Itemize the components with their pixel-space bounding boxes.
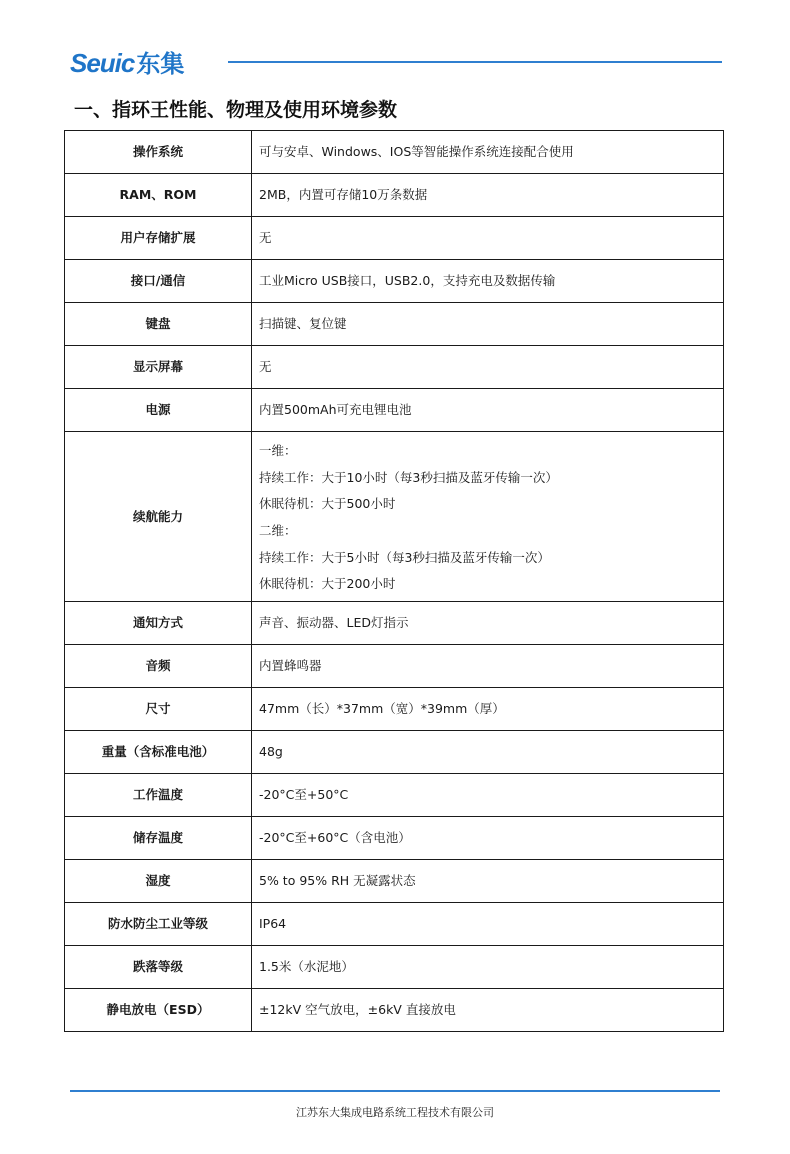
table-row	[65, 174, 724, 217]
table-row	[65, 645, 724, 688]
logo-latin-text: Seuic	[70, 48, 135, 78]
spec-label: 湿度	[65, 860, 252, 903]
spec-value: -20°C至+50°C	[252, 774, 724, 817]
spec-value: 内置500mAh可充电锂电池	[252, 389, 724, 432]
table-row	[65, 260, 724, 303]
table-row	[65, 131, 724, 174]
battery-line: 休眠待机：大于500小时	[259, 496, 396, 512]
spec-label: 音频	[65, 645, 252, 688]
table-row	[65, 903, 724, 946]
table-row	[65, 989, 724, 1032]
table-row	[65, 432, 724, 602]
spec-label: 用户存储扩展	[65, 217, 252, 260]
table-row	[65, 731, 724, 774]
battery-line: 休眠待机：大于200小时	[259, 576, 396, 592]
spec-value: 声音、振动器、LED灯指示	[252, 602, 724, 645]
table-row	[65, 817, 724, 860]
table-row	[65, 602, 724, 645]
spec-value: IP64	[252, 903, 724, 946]
table-row	[65, 688, 724, 731]
spec-label: 跌落等级	[65, 946, 252, 989]
spec-label: 续航能力	[65, 432, 252, 602]
table-row	[65, 774, 724, 817]
page-header	[70, 44, 722, 84]
spec-label: 电源	[65, 389, 252, 432]
spec-label: 显示屏幕	[65, 346, 252, 389]
spec-value: 扫描键、复位键	[252, 303, 724, 346]
spec-label: 通知方式	[65, 602, 252, 645]
battery-line: 一维：	[259, 443, 297, 458]
spec-label: 尺寸	[65, 688, 252, 731]
table-row	[65, 346, 724, 389]
header-divider	[228, 61, 722, 63]
battery-line: 二维：	[259, 523, 297, 539]
spec-value: ±12kV 空气放电，±6kV 直接放电	[252, 989, 724, 1032]
spec-value: 5% to 95% RH 无凝露状态	[252, 860, 724, 903]
spec-label: 防水防尘工业等级	[65, 903, 252, 946]
battery-line: 持续工作：大于10小时（每3秒扫描及蓝牙传输一次）	[259, 469, 558, 485]
spec-value: 47mm（长）*37mm（宽）*39mm（厚）	[252, 688, 724, 731]
table-row	[65, 217, 724, 260]
spec-value: 工业Micro USB接口，USB2.0，支持充电及数据传输	[252, 260, 724, 303]
section-title: 一、指环王性能、物理及使用环境参数	[74, 99, 398, 121]
spec-value-multiline	[252, 432, 724, 602]
spec-label: 储存温度	[65, 817, 252, 860]
battery-line: 持续工作：大于5小时（每3秒扫描及蓝牙传输一次）	[259, 549, 550, 565]
spec-value: 无	[252, 217, 724, 260]
table-row	[65, 303, 724, 346]
table-row	[65, 389, 724, 432]
spec-value: 无	[252, 346, 724, 389]
company-logo	[70, 44, 184, 79]
table-row	[65, 860, 724, 903]
spec-label: 接口/通信	[65, 260, 252, 303]
footer-divider	[70, 1090, 720, 1092]
spec-label: 静电放电（ESD）	[65, 989, 252, 1032]
spec-table	[64, 130, 724, 1032]
spec-value: 1.5米（水泥地）	[252, 946, 724, 989]
spec-value: 内置蜂鸣器	[252, 645, 724, 688]
spec-value: 可与安卓、Windows、IOS等智能操作系统连接配合使用	[252, 131, 724, 174]
spec-label: RAM、ROM	[65, 174, 252, 217]
spec-value: 48g	[252, 731, 724, 774]
spec-label: 操作系统	[65, 131, 252, 174]
footer-company-name: 江苏东大集成电路系统工程技术有限公司	[296, 1106, 494, 1119]
spec-label: 重量（含标准电池）	[65, 731, 252, 774]
spec-value: 2MB，内置可存储10万条数据	[252, 174, 724, 217]
spec-label: 键盘	[65, 303, 252, 346]
spec-label: 工作温度	[65, 774, 252, 817]
table-row	[65, 946, 724, 989]
spec-value: -20°C至+60°C（含电池）	[252, 817, 724, 860]
logo-chinese-text: 东集	[136, 50, 185, 78]
